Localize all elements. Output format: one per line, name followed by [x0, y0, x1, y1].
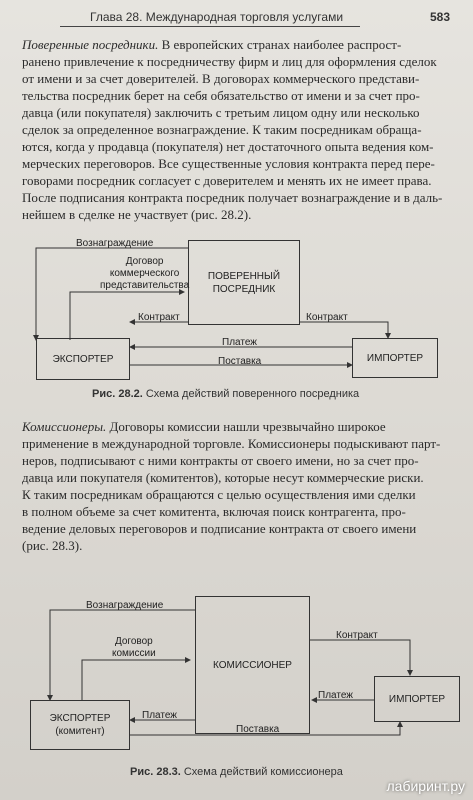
paragraph-commission-agents: Комиссионеры. Договоры комиссии нашли чрезвычайно широкое применение в международной торговле. Комиссионеры подыскивают парт- неров, подписывают с ними контракты от своего имени, но за счет про- давца или покупателя (комитентов), которые несут коммерческие риски. К таким посредникам обращаются с целью осуществления ими сделки в полном объеме за счет комитента, включая поиск контрагента, про- ведение деловых переговоров и подписание контракта от своего имени (рис. 28.3). [22, 419, 441, 553]
agreement-label: Договор коммерческого представительства [100, 256, 190, 291]
exporter-box: ЭКСПОРТЕР [36, 338, 130, 380]
delivery-label: Поставка [218, 356, 262, 367]
importer-box-2: ИМПОРТЕР [374, 676, 460, 722]
figure-28-3-caption: Рис. 28.3. Схема действий комиссионера [130, 766, 343, 778]
page-number: 583 [429, 10, 450, 24]
fee-label-2: Вознаграждение [86, 600, 164, 611]
payment-label: Платеж [222, 337, 257, 348]
commission-agent-box: КОМИССИОНЕР [195, 596, 310, 734]
contract-right-label: Контракт [306, 312, 348, 323]
payment-left-label: Платеж [142, 710, 177, 721]
fee-label: Вознаграждение [76, 238, 154, 249]
figure-28-2-caption: Рис. 28.2. Схема действий поверенного посредника [92, 388, 360, 400]
contract-left-label: Контракт [138, 312, 180, 323]
agent-box: ПОВЕРЕННЫЙ ПОСРЕДНИК [188, 240, 300, 325]
chapter-title: Глава 28. Международная торговля услугами [90, 10, 344, 24]
delivery-label-2: Поставка [236, 724, 280, 735]
agreement-label-2: Договор комиссии [112, 636, 156, 659]
importer-box: ИМПОРТЕР [352, 338, 438, 378]
paragraph-agents: Поверенные посредники. В европейских странах наиболее распрост- ранено привлечение к посредничеству фирм и лиц для оформления сделок от имени и за счет доверителей. В договорах коммерческого представи- тельства посредник берет на себя обязательство от имени и за счет про- давца (или покупателя) заключить с третьим лицом одну или несколько сделок за определенное вознаграждение. К таким посредникам обраща- ются, когда у продавца (покупателя) нет достаточного опыта ведения ком- мерческих переговоров. Все существенные условия контракта перед пере- говорами посредник согласует с доверителем и менять их не имеет права. После подписания контракта посредник получает вознаграждение и в даль- нейшем в сделке не участвует (рис. 28.2). [22, 37, 443, 222]
exporter-principal-box: ЭКСПОРТЕР (комитент) [30, 700, 130, 750]
watermark: лабиринт.ру [386, 778, 465, 794]
contract-label-2: Контракт [336, 630, 378, 641]
payment-right-label: Платеж [318, 690, 353, 701]
